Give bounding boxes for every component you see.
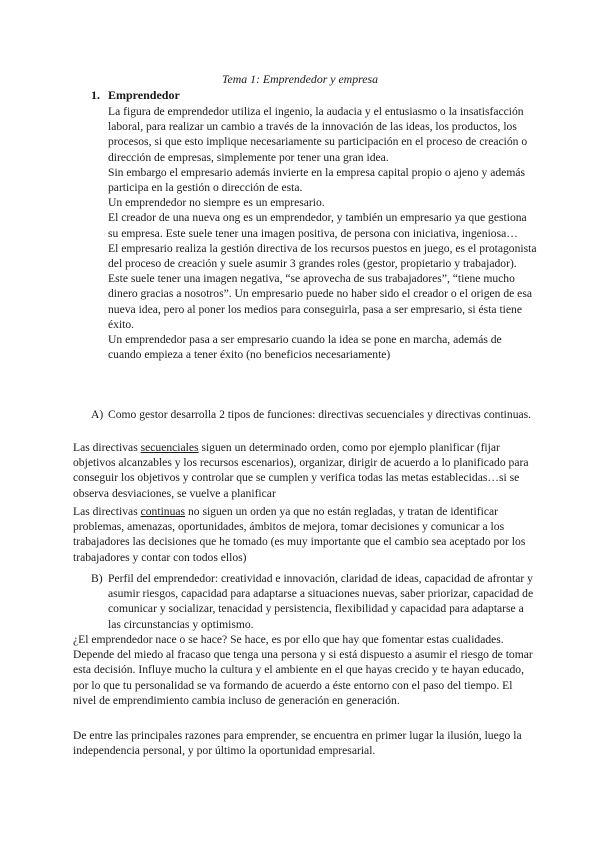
- section-heading-text: Emprendedor: [108, 88, 180, 102]
- paragraph: De entre las principales razones para emprender, se encuentra en primer lugar la ilusión, luego la independencia personal, y por último la oportunidad empresarial.: [73, 729, 522, 758]
- list-marker: B): [91, 572, 103, 585]
- paragraph: La figura de emprendedor utiliza el ingenio, la audacia y el entusiasmo o la insatisfacción laboral, para realizar un cambio a través de la innovación de las ideas, los productos, los procesos, si que esto implique necesariamente su participación en el proceso de creación o dirección de empresas, simplemente por tener una gran idea.: [108, 105, 528, 164]
- list-item-b: [91, 571, 538, 632]
- paragraph-rest: no siguen un orden ya que no están regladas, y tratan de identificar problemas, amenazas, oportunidades, ámbitos de mejora, tomar decisiones y comunicar a los trabajadores las decisiones que he tomado (es muy importante que el cambio sea aceptado por los trabajadores y contar con todos ellos): [73, 505, 526, 564]
- paragraph: ¿El emprendedor nace o se hace? Se hace, es por ello que hay que fomentar estas cualidades. Depende del miedo al fracaso que tenga una persona y si está dispuesto a asumir el riesgo de tomar esta decisión. Influye mucho la cultura y el ambiente en el que hayas crecido y te hayan educado, por lo que tu personalidad se va formando de acuerdo a éste entorno con el paso del tiempo. El nivel de emprendimiento cambia incluso de generación en generación.: [73, 633, 533, 707]
- section-body: [108, 104, 538, 362]
- paragraph: Un emprendedor pasa a ser empresario cuando la idea se pone en marcha, además de cuando empieza a tener éxito (no beneficios necesariamente): [108, 333, 502, 362]
- underlined-term: continuas: [140, 505, 186, 518]
- paragraph: El creador de una nueva ong es un emprendedor, y también un empresario ya que gestiona su empresa. Este suele tener una imagen positiva, de persona con iniciativa, ingeniosa…: [108, 211, 527, 240]
- list-marker: A): [91, 408, 104, 421]
- underlined-term: secuenciales: [140, 441, 199, 454]
- paragraph: Sin embargo el empresario además invierte en la empresa capital propio o ajeno y además participa en la gestión o dirección de esta.: [108, 165, 526, 195]
- paragraph-closing: [73, 632, 538, 708]
- section-number: 1.: [91, 88, 100, 102]
- list-item-text: Perfil del emprendedor: creatividad e innovación, claridad de ideas, capacidad de afrontar y asumir riesgos, capacidad para adaptarse a situaciones nuevas, saber priorizar, capacidad de comunicar y socializar, tenacidad y persistencia, flexibilidad y capacidad para adaptarse a las circunstancias y optimismo.: [108, 572, 534, 631]
- paragraph-secuenciales: [73, 440, 538, 501]
- document-title: Tema 1: Emprendedor y empresa: [222, 72, 378, 86]
- paragraph: Un emprendedor no siempre es un empresario.: [108, 196, 325, 210]
- paragraph-reasons: [73, 728, 538, 758]
- paragraph-lead: Las directivas: [73, 505, 141, 518]
- section-heading: [91, 88, 180, 103]
- paragraph-continuas: [73, 504, 538, 565]
- paragraph: El empresario realiza la gestión directiva de los recursos puestos en juego, es el protagonista del proceso de creación y suele asumir 3 grandes roles (gestor, propietario y trabajador). Este suele tener una imagen negativa, “se aprovecha de sus trabajadores”, “tiene mucho dinero gracias a nosotros”. Un empresario puede no haber sido el creador o el origen de esa nueva idea, pero al poner los medios para conseguirla, pasa a ser empresario, si ésta tiene éxito.: [108, 241, 537, 331]
- paragraph-rest: siguen un determinado orden, como por ejemplo planificar (fijar objetivos alcanzables y los recursos escenarios), organizar, dirigir de acuerdo a lo planificado para conseguir los objetivos y controlar que se cumplen y verifica todas las metas establecidas…si se observa desviaciones, se vuelve a planificar: [73, 441, 529, 500]
- list-item-a: [91, 407, 538, 422]
- paragraph-lead: Las directivas: [73, 441, 141, 454]
- list-item-text: Como gestor desarrolla 2 tipos de funciones: directivas secuenciales y directivas continuas.: [108, 408, 532, 421]
